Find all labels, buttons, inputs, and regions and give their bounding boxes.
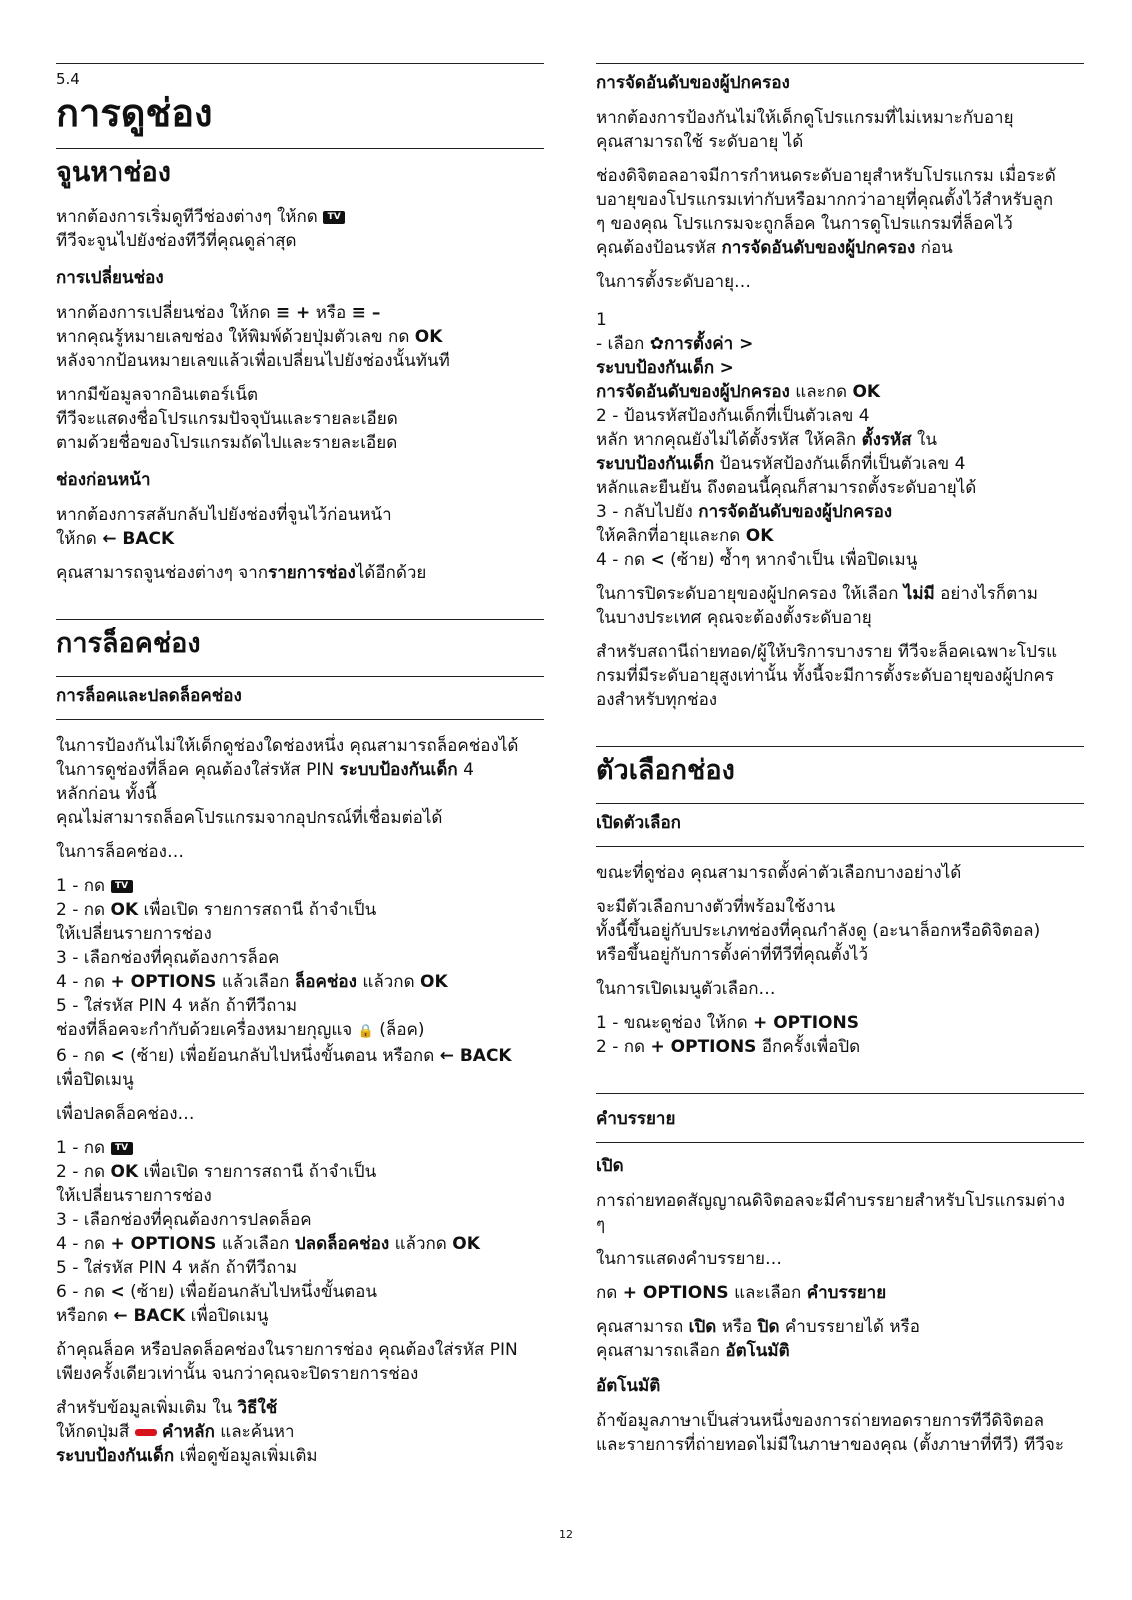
section-number: 5.4 <box>56 70 80 88</box>
rating-heading: การจัดอันดับของผู้ปกครอง <box>596 73 790 93</box>
on-heading: เปิด <box>596 1156 624 1176</box>
options-steps: 1 - ขณะดูช่อง ให้กด + OPTIONS 2 - กด + OPTIONS อีกครั้งเพื่อปิด <box>596 1013 861 1057</box>
unlock-steps: 1 - กด TV 2 - กด OK เพื่อเปิด รายการสถานี ถ้าจำเป็น ให้เปลี่ยนรายการช่อง 3 - เลือกช่องที่คุณต้องการปลดล็อค 4 - กด + OPTIONS แล้วเลือก ปลดล็อคช่อง แล้วกด OK 5 - ใส่รหัส PIN 4 หลัก ถ้าทีวีถาม 6 - กด < (ซ้าย) เพื่อย้อนกลับไปหนึ่งขั้นตอน หรือกด ← BACK เพื่อปิดเมนู <box>56 1138 480 1326</box>
options-p1: ขณะที่ดูช่อง คุณสามารถตั้งค่าตัวเลือกบางอย่างได้ <box>596 863 962 883</box>
subtitles-on-paragraph: การถ่ายทอดสัญญาณดิจิตอลจะมีคำบรรยายสำหรับโปรแกรมต่าง ๆ <box>596 1191 1065 1235</box>
left-arrow-icon: < <box>110 1046 125 1066</box>
left-arrow-icon: < <box>110 1282 125 1302</box>
gear-icon: ✿ <box>649 334 664 354</box>
left-column <box>56 63 544 1478</box>
tune-heading: จูนหาช่อง <box>56 157 171 188</box>
show-subtitles-step: กด + OPTIONS และเลือก คำบรรยาย <box>596 1283 887 1303</box>
lock-intro: ในการป้องกันไม่ให้เด็กดูช่องใดช่องหนึ่ง คุณสามารถล็อคช่องได้ ในการดูช่องที่ล็อค คุณต้องใส่รหัส PIN ระบบป้องกันเด็ก 4 หลักก่อน ทั้งนี้ คุณไม่สามารถล็อคโปรแกรมจากอุปกรณ์ที่เชื่อมต่อได้ <box>56 736 519 828</box>
channel-list-paragraph: คุณสามารถจูนช่องต่างๆ จากรายการช่องได้อีกด้วย <box>56 563 427 583</box>
lock-unlock-heading: การล็อคและปลดล็อคช่อง <box>56 676 544 720</box>
to-set-label: ในการตั้งระดับอายุ… <box>596 272 752 292</box>
rating-desc: ช่องดิจิตอลอาจมีการกำหนดระดับอายุสำหรับโปรแกรม เมื่อระดั บอายุของโปรแกรมเท่ากับหรือมากกว่าอายุที่คุณตั้งไว้สำหรับลูก ๆ ของคุณ โปรแกรมจะถูกล็อค ในการดูโปรแกรมที่ล็อคไว้ คุณต้องป้อนรหัส การจัดอันดับของผู้ปกครอง ก่อน <box>596 166 1056 258</box>
auto-heading: อัตโนมัติ <box>596 1376 661 1396</box>
section-rule <box>596 63 1084 64</box>
ok-key: OK <box>414 327 443 347</box>
left-arrow-icon: < <box>650 550 665 570</box>
lock-heading: การล็อคช่อง <box>56 628 201 659</box>
help-paragraph: สำหรับข้อมูลเพิ่มเติม ใน วิธีใช้ ให้กดปุ่มสี คำหลัก และค้นหา ระบบป้องกันเด็ก เพื่อดูข้อมูลเพิ่มเติม <box>56 1398 318 1466</box>
rating-off: ในการปิดระดับอายุของผู้ปกครอง ให้เลือก ไม่มี อย่างไรก็ตาม ในบางประเทศ คุณจะต้องตั้งระดับอายุ <box>596 584 1038 628</box>
switch-heading: การเปลี่ยนช่อง <box>56 268 164 288</box>
lock-icon: 🔒 <box>357 1024 374 1039</box>
broadcaster-note: สำหรับสถานีถ่ายทอด/ผู้ให้บริการบางราย ทีวีจะล็อคเฉพาะโปรแ กรมที่มีระดับอายุสูงเท่านั้น ทั้งนี้จะมีการตั้งระดับอายุของผู้ปกคร องสำหรับทุกช่อง <box>596 642 1058 710</box>
lock-note: ถ้าคุณล็อค หรือปลดล็อคช่องในรายการช่อง คุณต้องใส่รหัส PIN เพียงครั้งเดียวเท่านั้น จนกว่าคุณจะปิดรายการช่อง <box>56 1340 518 1384</box>
rating-intro: หากต้องการป้องกันไม่ให้เด็กดูโปรแกรมที่ไม่เหมาะกับอายุ คุณสามารถใช้ ระดับอายุ ได้ <box>596 108 1014 152</box>
red-key-icon <box>135 1429 157 1436</box>
list-minus-key: ≡ – <box>351 303 381 323</box>
previous-paragraph: หากต้องการสลับกลับไปยังช่องที่จูนไว้ก่อนหน้า ให้กด ← BACK <box>56 505 392 549</box>
auto-paragraph: ถ้าข้อมูลภาษาเป็นส่วนหนึ่งของการถ่ายทอดรายการทีวีดิจิตอล และรายการที่ถ่ายทอดไม่มีในภาษาของคุณ (ตั้งภาษาที่ทีวี) ทีวีจะ <box>596 1411 1064 1455</box>
tune-paragraph: หากต้องการเริ่มดูทีวีช่องต่างๆ ให้กด TV ทีวีจะจูนไปยังช่องทีวีที่คุณดูล่าสุด <box>56 205 544 253</box>
subtitles-choice: คุณสามารถ เปิด หรือ ปิด คำบรรยายได้ หรือ คุณสามารถเลือก อัตโนมัติ <box>596 1317 920 1361</box>
to-lock-label: ในการล็อคช่อง… <box>56 842 184 862</box>
rating-steps: 1 - เลือก ✿การตั้งค่า > ระบบป้องกันเด็ก > การจัดอันดับของผู้ปกครอง และกด OK 2 - ป้อนรหัสป้องกันเด็กที่เป็นตัวเลข 4 หลัก หากคุณยังไม่ได้ตั้งรหัส ให้คลิก ตั้งรหัส ใน ระบบป้องกันเด็ก ป้อนรหัสป้องกันเด็กที่เป็นตัวเลข 4 หลักและยืนยัน ถึงตอนนี้คุณก็สามารถตั้งระดับอายุได้ 3 - กลับไปยัง การจัดอันดับของผู้ปกครอง ให้คลิกที่อายุและกด OK 4 - กด < (ซ้าย) ซ้ำๆ หากจำเป็น เพื่อปิดเมนู <box>596 310 977 570</box>
switch-paragraph: หากต้องการเปลี่ยนช่อง ให้กด ≡ + หรือ ≡ – หากคุณรู้หมายเลขช่อง ให้พิมพ์ด้วยปุ่มตัวเลข กด OK หลังจากป้อนหมายเลขแล้วเพื่อเปลี่ยนไปยังช่องนั้นทันที <box>56 303 450 371</box>
to-open-label: ในการเปิดเมนูตัวเลือก… <box>596 979 776 999</box>
lock-steps: 1 - กด TV 2 - กด OK เพื่อเปิด รายการสถานี ถ้าจำเป็น ให้เปลี่ยนรายการช่อง 3 - เลือกช่องที่คุณต้องการล็อค 4 - กด + OPTIONS แล้วเลือก ล็อคช่อง แล้วกด OK 5 - ใส่รหัส PIN 4 หลัก ถ้าทีวีถาม ช่องที่ล็อคจะกำกับด้วยเครื่องหมายกุญแจ 🔒 (ล็อค) 6 - กด < (ซ้าย) เพื่อย้อนกลับไปหนึ่งขั้นตอน หรือกด ← BACK เพื่อปิดเมนู <box>56 876 512 1090</box>
back-key: ← BACK <box>102 529 175 549</box>
internet-paragraph: หากมีข้อมูลจากอินเตอร์เน็ต ทีวีจะแสดงชื่อโปรแกรมปัจจุบันและรายละเอียด ตามด้วยชื่อของโปรแกรมถัดไปและรายละเอียด <box>56 385 398 453</box>
page-number: 12 <box>559 1528 573 1541</box>
subtitles-heading: คำบรรยาย <box>596 1093 1084 1143</box>
tv-key-icon: TV <box>111 880 133 893</box>
to-show-label: ในการแสดงคำบรรยาย… <box>596 1249 783 1269</box>
options-heading: ตัวเลือกช่อง <box>596 755 735 786</box>
tv-key-icon: TV <box>111 1142 133 1155</box>
options-p2: จะมีตัวเลือกบางตัวที่พร้อมใช้งาน ทั้งนี้ขึ้นอยู่กับประเภทช่องที่คุณกำลังดู (อะนาล็อกหรือดิจิตอล) หรือขึ้นอยู่กับการตั้งค่าที่ทีวีที่คุณตั้งไว้ <box>596 897 1041 965</box>
chapter-title: การดูช่อง <box>56 91 213 135</box>
list-plus-key: ≡ + <box>275 303 311 323</box>
open-options-heading: เปิดตัวเลือก <box>596 803 1084 847</box>
right-column <box>596 63 1084 1467</box>
previous-heading: ช่องก่อนหน้า <box>56 470 151 490</box>
tv-key-icon: TV <box>323 211 345 224</box>
to-unlock-label: เพื่อปลดล็อคช่อง… <box>56 1104 195 1124</box>
